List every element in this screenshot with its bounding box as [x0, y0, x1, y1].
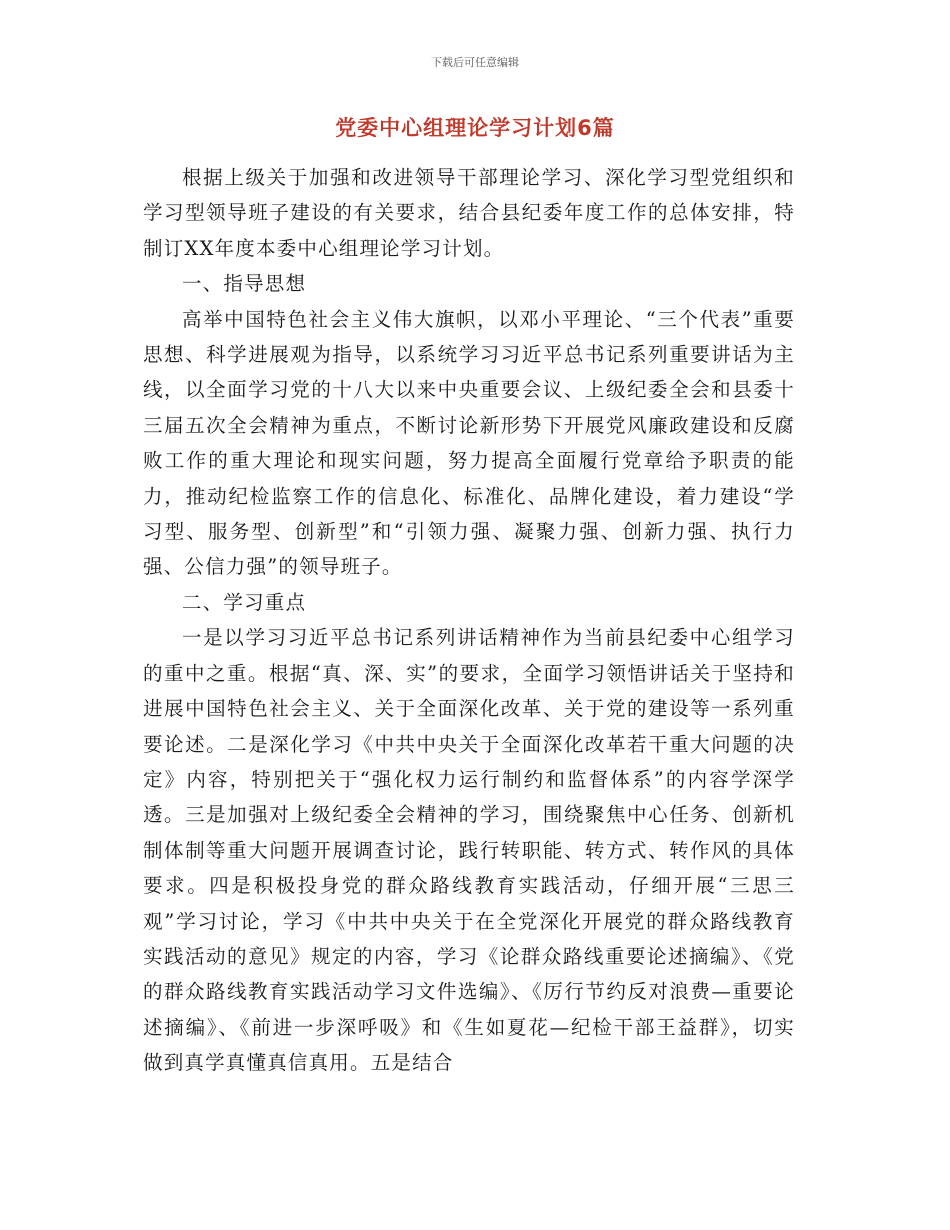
section-heading-study-focus: 二、学习重点	[182, 590, 307, 614]
section-heading-guiding-ideology: 一、指导思想	[182, 272, 307, 296]
paragraph-study-focus: 一是以学习习近平总书记系列讲话精神作为当前县纪委中心组学习的重中之重。根据“真、深、实”的要求，全面学习领悟讲话关于坚持和进展中国特色社会主义、关于全面深化改革、关于党的建设等一系列重要论述。二是深化学习《中共中央关于全面深化改革若干重大问题的决定》内容，特别把关于“强化权力运行制约和监督体系”的内容学深学透。三是加强对上级纪委全会精神的学习，围绕聚焦中心任务、创新机制体制等重大问题开展调查讨论，践行转职能、转方式、转作风的具体要求。四是积极投身党的群众路线教育实践活动，仔细开展“三思三观”学习讨论，学习《中共中央关于在全党深化开展党的群众路线教育实践活动的意见》规定的内容，学习《论群众路线重要论述摘编》、《党的群众路线教育实践活动学习文件选编》、《厉行节约反对浪费—重要论述摘编》、《前进一步深呼吸》和《生如夏花—纪检干部王益群》，切实做到真学真懂真信真用。五是结合	[143, 626, 795, 1075]
document-title: 党委中心组理论学习计划6篇	[335, 116, 615, 140]
document-body	[143, 160, 795, 1081]
paragraph-intro: 根据上级关于加强和改进领导干部理论学习、深化学习型党组织和学习型领导班子建设的有关要求，结合县纪委年度工作的总体安排，特制订XX年度本委中心组理论学习计划。	[143, 166, 795, 260]
header-note: 下载后可任意编辑	[431, 56, 519, 69]
paragraph-guiding-ideology: 高举中国特色社会主义伟大旗帜，以邓小平理论、“三个代表”重要思想、科学进展观为指导，以系统学习习近平总书记系列重要讲话为主线，以全面学习党的十八大以来中央重要会议、上级纪委全会和县委十三届五次全会精神为重点，不断讨论新形势下开展党风廉政建设和反腐败工作的重大理论和现实问题，努力提高全面履行党章给予职责的能力，推动纪检监察工作的信息化、标准化、品牌化建设，着力建设“学习型、服务型、创新型”和“引领力强、凝聚力强、创新力强、执行力强、公信力强”的领导班子。	[143, 307, 795, 579]
